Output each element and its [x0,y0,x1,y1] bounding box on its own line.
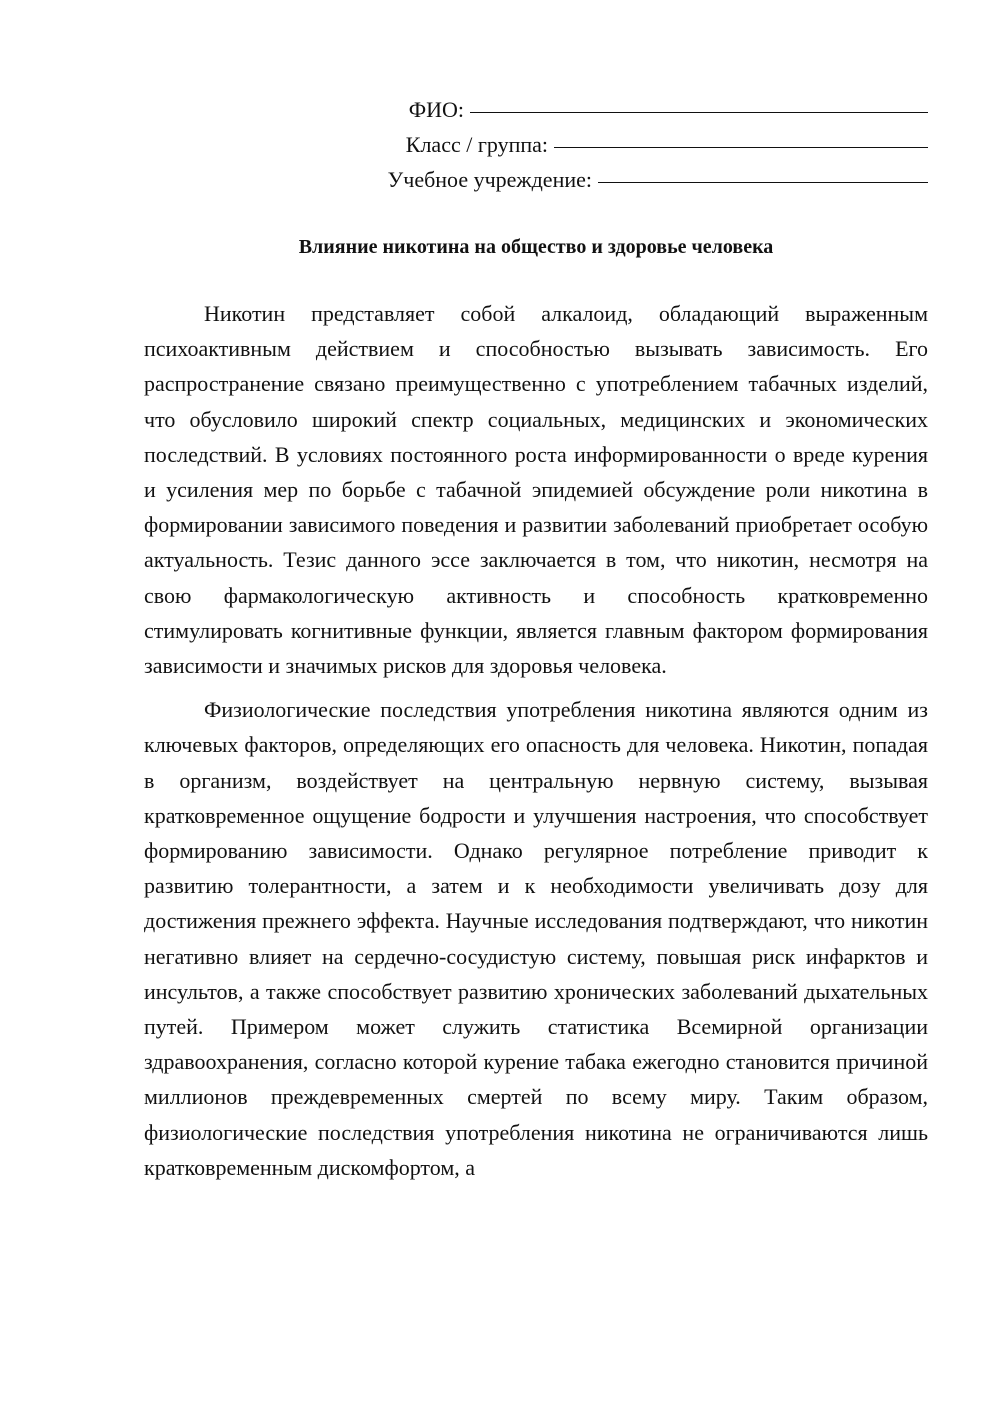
fio-field-row [300,92,928,127]
paragraph-2: Физиологические последствия употребления никотина являются одним из ключевых факторов, определяющих его опасность для человека. Никотин, попадая в организм, воздействует на центральную нервную систему, вызывая кратковременное ощущение бодрости и улучшения настроения, что способствует формированию зависимости. Однако регулярное потребление приводит к развитию толерантности, а затем и к необходимости увеличивать дозу для достижения прежнего эффекта. Научные исследования подтверждают, что никотин негативно влияет на сердечно-сосудистую систему, повышая риск инфарктов и инсультов, а также способствует развитию хронических заболеваний дыхательных путей. Примером может служить статистика Всемирной организации здравоохранения, согласно которой курение табака ежегодно становится причиной миллионов преждевременных смертей по всему миру. Таким образом, физиологические последствия употребления никотина не ограничиваются лишь кратковременным дискомфортом, а [144,697,928,1180]
institution-field-row [300,162,928,197]
student-info-fields [300,92,928,197]
class-label: Класс / группа: [405,132,548,157]
class-field-row [300,127,928,162]
fio-blank-line [470,111,928,113]
institution-blank-line [598,181,928,183]
essay-body [144,296,928,1194]
class-blank-line [554,146,928,148]
institution-label: Учебное учреждение: [387,167,592,192]
fio-label: ФИО: [408,97,464,122]
essay-title: Влияние никотина на общество и здоровье человека [298,236,774,258]
paragraph-1: Никотин представляет собой алкалоид, обладающий выраженным психоактивным действием и способностью вызывать зависимость. Его распространение связано преимущественно с употреблением табачных изделий, что обусловило широкий спектр социальных, медицинских и экономических последствий. В условиях постоянного роста информированности о вреде курения и усиления мер по борьбе с табачной эпидемией обсуждение роли никотина в формировании зависимого поведения и развитии заболеваний приобретает особую актуальность. Тезис данного эссе заключается в том, что никотин, несмотря на свою фармакологическую активность и способность кратковременно стимулировать когнитивные функции, является главным фактором формирования зависимости и значимых рисков для здоровья человека. [144,301,928,679]
